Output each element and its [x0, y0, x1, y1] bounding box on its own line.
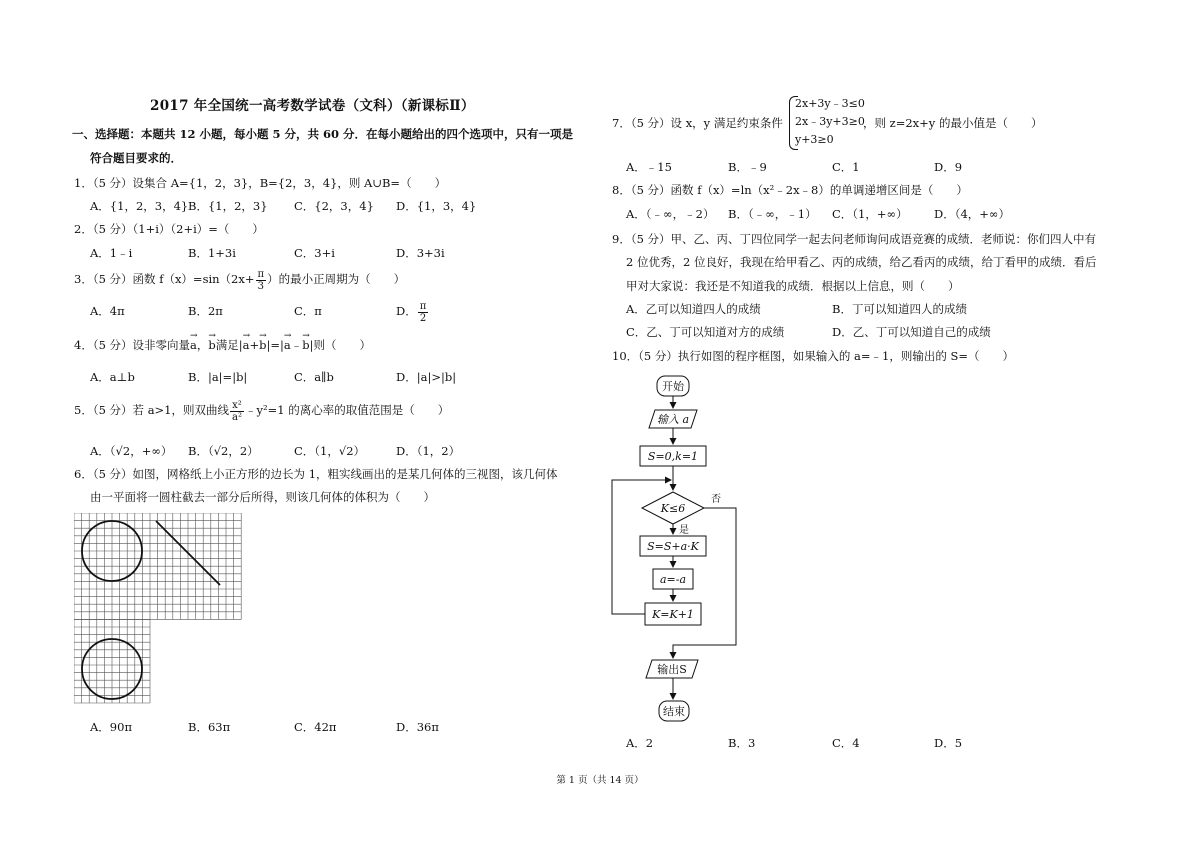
q9-option-b: B．丁可以知道四人的成绩: [832, 302, 967, 316]
program-flowchart: [600, 370, 760, 730]
q3-option-d: [396, 297, 429, 325]
flow-yes-label: 是: [679, 525, 689, 536]
q4-mid: |=|: [266, 338, 284, 352]
q5-frac-den: a²: [232, 411, 242, 423]
vector-b: → b: [259, 338, 266, 352]
q1-option-a: A．{1，2，3，4}: [90, 199, 189, 213]
q7-option-b: B．﹣9: [728, 160, 767, 174]
q7-constraint-2: 2x﹣3y+3≥0: [795, 115, 865, 128]
flow-condition-label: K≤6: [660, 502, 686, 515]
q5-option-d: D．（1，2）: [396, 444, 461, 458]
q5-stem-a: 5．（5 分）若 a>1，则双曲线: [74, 403, 230, 417]
q5-option-c: C．（1，√2）: [294, 444, 366, 458]
q7-option-c: C．1: [832, 160, 860, 174]
q10-option-a: A．2: [626, 736, 654, 750]
flow-output-label: 输出S: [657, 663, 687, 676]
flow-start-label: 开始: [662, 380, 684, 393]
q3-optd-num: π: [419, 300, 427, 312]
q4-plus: +: [249, 338, 260, 352]
q4-option-a: A．a⊥b: [90, 370, 135, 384]
flow-no-label: 否: [711, 494, 721, 505]
q3-option-b: B．2π: [188, 304, 223, 318]
q7-option-a: A．﹣15: [626, 160, 672, 174]
vector-b: → b: [302, 338, 309, 352]
q9-stem: 9．（5 分）甲、乙、丙、丁四位同学一起去问老师询问成语竞赛的成绩．老师说：你们四人中有: [612, 232, 1097, 246]
q8-option-c: C．（1，+∞）: [832, 207, 908, 221]
q7-stem-a: 7．（5 分）设 x，y 满足约束条件: [612, 116, 783, 130]
q9-stem-cont-2: 甲对大家说：我还是不知道我的成绩．根据以上信息，则（ ）: [626, 279, 960, 293]
q4-stem-d: |则（ ）: [309, 338, 372, 352]
q3-option-d-fraction: [418, 301, 429, 324]
q8-stem: 8．（5 分）函数 f（x）=ln（x²﹣2x﹣8）的单调递增区间是（ ）: [612, 183, 968, 197]
q10-stem: 10．（5 分）执行如图的程序框图，如果输入的 a=﹣1，则输出的 S=（ ）: [612, 349, 1014, 363]
q6-stem: 6．（5 分）如图，网格纸上小正方形的边长为 1，粗实线画出的是某几何体的三视图，该几何体: [74, 467, 558, 481]
q6-option-d: D．36π: [396, 720, 439, 734]
q10-option-b: B．3: [728, 736, 756, 750]
q2-option-c: C．3+i: [294, 246, 335, 260]
q7-stem-b: ，则 z=2x+y 的最小值是（ ）: [863, 116, 1043, 130]
q6-option-c: C．42π: [294, 720, 337, 734]
q9-option-c: C．乙、丁可以知道对方的成绩: [626, 325, 785, 339]
section-heading-cont: 符合题目要求的．: [90, 151, 182, 165]
vector-a: → a: [190, 338, 197, 352]
flow-end-label: 结束: [663, 705, 685, 718]
q4-option-c: C．a∥b: [294, 370, 334, 384]
flow-step-sum-label: S=S+a·K: [647, 540, 699, 553]
q8-option-a: A．（﹣∞，﹣2）: [626, 207, 715, 221]
q3-stem-a: 3．（5 分）函数 f（x）=sin（2x+: [74, 272, 255, 286]
q1-stem: 1．（5 分）设集合 A={1，2，3}，B={2，3，4}，则 A∪B=（ ）: [74, 176, 447, 190]
q3-option-d-label: D．: [396, 304, 417, 318]
q2-option-a: A．1﹣i: [90, 246, 133, 260]
q5-fraction: [230, 400, 244, 423]
q8-option-d: D．（4，+∞）: [934, 207, 1011, 221]
q3-stem: [74, 265, 405, 293]
vector-a: → a: [284, 338, 291, 352]
q7-constraint-1: 2x+3y﹣3≤0: [795, 97, 865, 110]
vector-a: → a: [243, 338, 250, 352]
q3-frac-den: 3: [257, 280, 264, 292]
q10-option-d: D．5: [934, 736, 963, 750]
q5-frac-num: x²: [230, 400, 244, 412]
q9-option-a: A．乙可以知道四人的成绩: [626, 302, 761, 316]
section-heading: 一、选择题：本题共 12 小题，每小题 5 分，共 60 分．在每小题给出的四个选项中，只有一项是: [72, 127, 574, 141]
q10-option-c: C．4: [832, 736, 860, 750]
q5-option-a: A．（√2，+∞）: [90, 444, 173, 458]
flow-init-label: S=0,k=1: [647, 450, 699, 463]
q8-option-b: B．（﹣∞，﹣1）: [728, 207, 817, 221]
q6-stem-cont: 由一平面将一圆柱截去一部分后所得，则该几何体的体积为（ ）: [90, 490, 435, 504]
q4-stem-b: ，: [196, 338, 209, 352]
q6-option-a: A．90π: [90, 720, 132, 734]
q5-stem-b: ﹣y²=1 的离心率的取值范围是（ ）: [245, 403, 450, 417]
q4-minus: ﹣: [290, 338, 303, 352]
q3-option-c: C．π: [294, 304, 322, 318]
q2-option-b: B．1+3i: [188, 246, 236, 260]
q7-constraint-3: y+3≥0: [795, 133, 834, 146]
q1-option-d: D．{1，3，4}: [396, 199, 477, 213]
q4-stem: [74, 338, 371, 352]
vector-b: → b: [208, 338, 215, 352]
q4-stem-a: 4．（5 分）设非零向量: [74, 338, 191, 352]
q9-stem-cont-1: 2 位优秀，2 位良好，我现在给甲看乙、丙的成绩，给乙看丙的成绩，给丁看甲的成绩．看后: [626, 255, 1097, 269]
q9-option-d: D．乙、丁可以知道自己的成绩: [832, 325, 991, 339]
q3-stem-b: ）的最小正周期为（ ）: [267, 272, 406, 286]
page-footer: 第 1 页（共 14 页）: [556, 775, 644, 786]
q5-option-b: B．（√2，2）: [188, 444, 259, 458]
flow-input-label: 输入 a: [656, 413, 690, 426]
q3-frac-num: π: [257, 268, 265, 280]
q7-option-d: D．9: [934, 160, 963, 174]
flow-step-negate-label: a=-a: [659, 573, 687, 586]
q2-option-d: D．3+3i: [396, 246, 445, 260]
q4-stem-c: 满足|: [215, 338, 243, 352]
flow-step-increment-label: K=K+1: [652, 608, 694, 621]
q6-option-b: B．63π: [188, 720, 231, 734]
paper-title: 2017 年全国统一高考数学试卷（文科）（新课标Ⅱ）: [150, 98, 475, 114]
three-view-grid-figure: [74, 513, 244, 708]
q1-option-c: C．{2，3，4}: [294, 199, 374, 213]
q3-fraction: [256, 269, 267, 292]
q4-option-b: B．|a|=|b|: [188, 370, 248, 384]
q1-option-b: B．{1，2，3}: [188, 199, 268, 213]
q4-option-d: D．|a|>|b|: [396, 370, 457, 384]
q2-stem: 2．（5 分）（1+i）（2+i）=（ ）: [74, 222, 264, 236]
q3-optd-den: 2: [419, 312, 427, 324]
q5-stem: [74, 396, 449, 424]
q3-option-a: A．4π: [90, 304, 125, 318]
